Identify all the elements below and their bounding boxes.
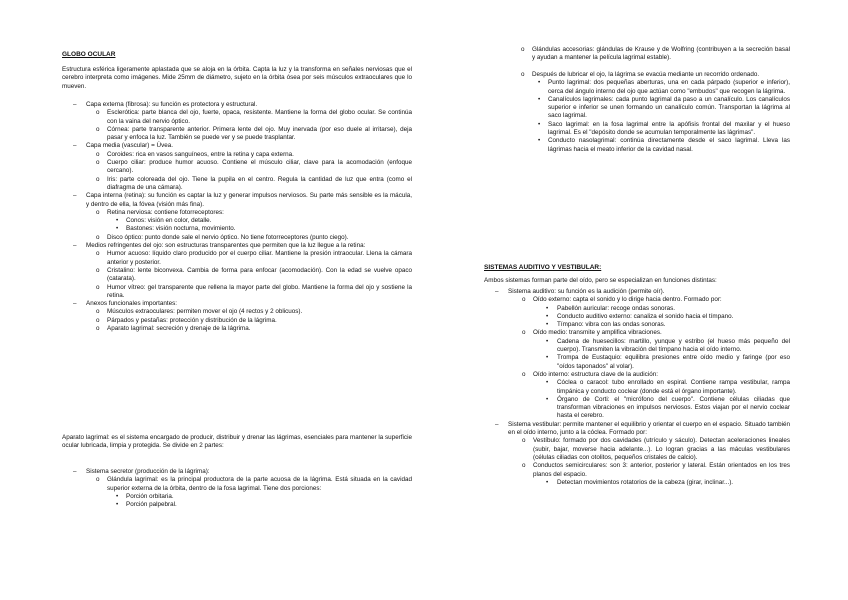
list-item: • Bastones: visión nocturna, movimiento.: [116, 225, 236, 233]
list-item: o Oído medio: transmite y amplifica vibraciones.: [522, 329, 662, 337]
list-item: • Conducto auditivo externo: canaliza el sonido hacia el tímpano.: [546, 312, 734, 320]
list-item: • Trompa de Eustaquio: equilibra presiones entre oído medio y faringe (por eso "oídos taponados" al volar).: [546, 354, 790, 370]
sistemas-list: [484, 267, 790, 487]
list-item: o Conductos semicirculares: son 3: anterior, posterior y lateral. Están orientados en los tres planos del espacio.: [522, 462, 790, 478]
list-item: o Cuerpo ciliar: produce humor acuoso. Contiene el músculo ciliar, clave para la acomodación (enfoque cercano).: [96, 159, 412, 175]
list-item: o Vestíbulo: formado por dos cavidades (utrículo y sáculo). Detectan aceleraciones lineales (subir, bajar, moverse hacia adelante...). Lo logran gracias a las máculas vestibulares (células ciliadas con otolitos, pequeños cristales de calcio).: [522, 437, 790, 461]
list-item: o Aparato lagrimal: secreción y drenaje de la lágrima.: [96, 325, 251, 333]
list-item: • Cadena de huesecillos: martillo, yunque y estribo (el hueso más pequeño del cuerpo). Transmiten la vibración del tímpano hacia el oído interno.: [546, 337, 790, 354]
list-item: • Órgano de Corti: el "micrófono del cuerpo". Contiene células ciliadas que transforman vibraciones en impulsos nerviosos. Estos viajan por el nervio coclear hasta el cerebro.: [546, 395, 790, 420]
intro-paragraph: Estructura esférica ligeramente aplastada que se aloja en la órbita. Capta la luz y la transforma en señales nerviosas que el cerebro interpreta como imágenes. Mide 25mm de diámetro, sujeto en la órbita ósea por seis músculos extraoculares que lo mueven.: [62, 66, 412, 90]
list-item: o Disco óptico: punto donde sale el nervio óptico. No tiene fotorreceptores (punto ciego).: [96, 233, 349, 241]
list-item: • Saco lagrimal: en la fosa lagrimal entre la apófisis frontal del maxilar y el hueso lagrimal. Es el "depósito donde se acumulan temporalmente las lágrimas".: [538, 120, 790, 137]
list-item: o Después de lubricar el ojo, la lágrima se evacúa mediante un recorrido ordenado.: [521, 71, 760, 78]
list-item: o Coroides: rica en vasos sanguíneos, entre la retina y capa externa.: [96, 150, 294, 158]
list-item: – Capa interna (retina): su función es captar la luz y generar impulsos nerviosos. Su parte más sensible es la mácula, y dentro de ella, la fóvea (visión más fina).: [73, 192, 412, 208]
list-item: – Anexos funcionales importantes:: [73, 300, 178, 308]
list-item: o Glándulas accesorias: glándulas de Krause y de Wolfring (contribuyen a la secreción basal y ayudan a mantener la película lagrimal estable).: [521, 46, 790, 62]
list-item: o Iris: parte coloreada del ojo. Tiene la pupila en el centro. Regula la cantidad de luz que entra (como el diafragma de una cámara).: [96, 175, 412, 191]
list-item: o Cristalino: lente biconvexa. Cambia de forma para enfocar (acomodación). Con la edad se vuelve opaco (catarata).: [96, 266, 412, 283]
list-item: o Humor vítreo: gel transparente que rellena la mayor parte del globo. Mantiene la forma del ojo y sostiene la retina.: [96, 283, 412, 299]
section-title-globo-ocular: GLOBO OCULAR: [62, 51, 116, 58]
list-item: o Párpados y pestañas: protección y distribución de la lágrima.: [96, 316, 277, 324]
list-item: – Capa externa (fibrosa): su función es protectora y estructural.: [73, 101, 258, 108]
list-item: o Córnea: parte transparente anterior. Primera lente del ojo. Muy inervada (por eso duele al irritarse), deja pasar y enfoca la luz. También se puede ver y se puede trasplantar.: [96, 125, 412, 142]
section-title-auditivo-vestibular: SISTEMAS AUDITIVO Y VESTIBULAR:: [484, 264, 602, 271]
list-item: • Conos: visión en color, detalle.: [116, 217, 212, 225]
list-item: o Humor acuoso: líquido claro producido por el cuerpo ciliar. Mantiene la presión intraocular. Llena la cámara anterior y posterior.: [96, 250, 412, 266]
list-item: o Oído externo: capta el sonido y lo dirige hacia dentro. Formado por:: [522, 296, 722, 304]
list-item: • Conducto nasolagrimal: continúa directamente desde el saco lagrimal. Lleva las lágrimas hacia el meato inferior de la cavidad nasal.: [538, 137, 790, 153]
list-item: o Retina nerviosa: contiene fotorreceptores:: [96, 208, 224, 216]
list-item: – Sistema vestibular: permite mantener el equilibrio y orientar el cuerpo en el espacio. Situado también en el oído interno, junto a la cóclea. Formado por:: [495, 420, 790, 437]
list-item: o Músculos extraoculares: permiten mover el ojo (4 rectos y 2 oblicuos).: [96, 308, 303, 316]
list-item: o Glándula lagrimal: es la principal productora de la parte acuosa de la lágrima. Está situada en la cavidad superior externa de la órbita, dentro de la fosa lagrimal. Tiene dos porciones:: [96, 476, 412, 492]
accesorias-list: [484, 46, 790, 63]
intro2-paragraph: Ambos sistemas forman parte del oído, pero se especializan en funciones distintas:: [484, 277, 717, 284]
list-item: • Pabellón auricular: recoge ondas sonoras.: [546, 304, 675, 312]
list-item: – Sistema secretor (producción de la lágrima):: [73, 468, 210, 475]
capas-list: [62, 101, 412, 333]
list-item: – Medios refringentes del ojo: son estructuras transparentes que permiten que la luz llegue a la retina:: [73, 242, 366, 250]
list-item: • Detectan movimientos rotatorios de la cabeza (girar, inclinar...).: [546, 478, 734, 486]
list-item: • Canalículos lagrimales: cada punto lagrimal da paso a un canalículo. Los canalículos superior e inferior se unen formando un canalículo común. Transportan la lágrima al saco lagrimal.: [538, 95, 790, 120]
list-item: o Esclerótica: parte blanca del ojo, fuerte, opaca, resistente. Mantiene la forma del globo ocular. Se continúa con la vaina del nervio óptico.: [96, 109, 412, 125]
list-item: • Porción orbitaria.: [116, 492, 174, 500]
list-item: o Oído interno: estructura clave de la audición:: [522, 370, 658, 378]
list-item: – Sistema auditivo: su función es la audición (permite oír).: [495, 288, 665, 295]
drenaje-list: [484, 71, 790, 154]
list-item: – Capa media (vascular) = Úvea.: [73, 142, 173, 150]
list-item: • Cóclea o caracol: tubo enrollado en espiral. Contiene rampa vestibular, rampa timpánica y conducto coclear (donde está el órgano importante).: [546, 379, 790, 395]
list-item: • Porción palpebral.: [116, 501, 177, 509]
aparato-lagrimal-intro: Aparato lagrimal: es el sistema encargado de producir, distribuir y drenar las lágrimas, esenciales para mantener la superficie ocular lubricada, limpia y protegida. Se divide en 2 partes:: [62, 434, 412, 450]
list-item: • Tímpano: vibra con las ondas sonoras.: [546, 321, 666, 329]
secretor-list: [62, 468, 412, 509]
list-item: • Punto lagrimal: dos pequeñas aberturas, una en cada párpado (superior e inferior), cerca del ángulo interno del ojo que actúan como "embudos" que recogen la lágrima.: [538, 79, 790, 95]
